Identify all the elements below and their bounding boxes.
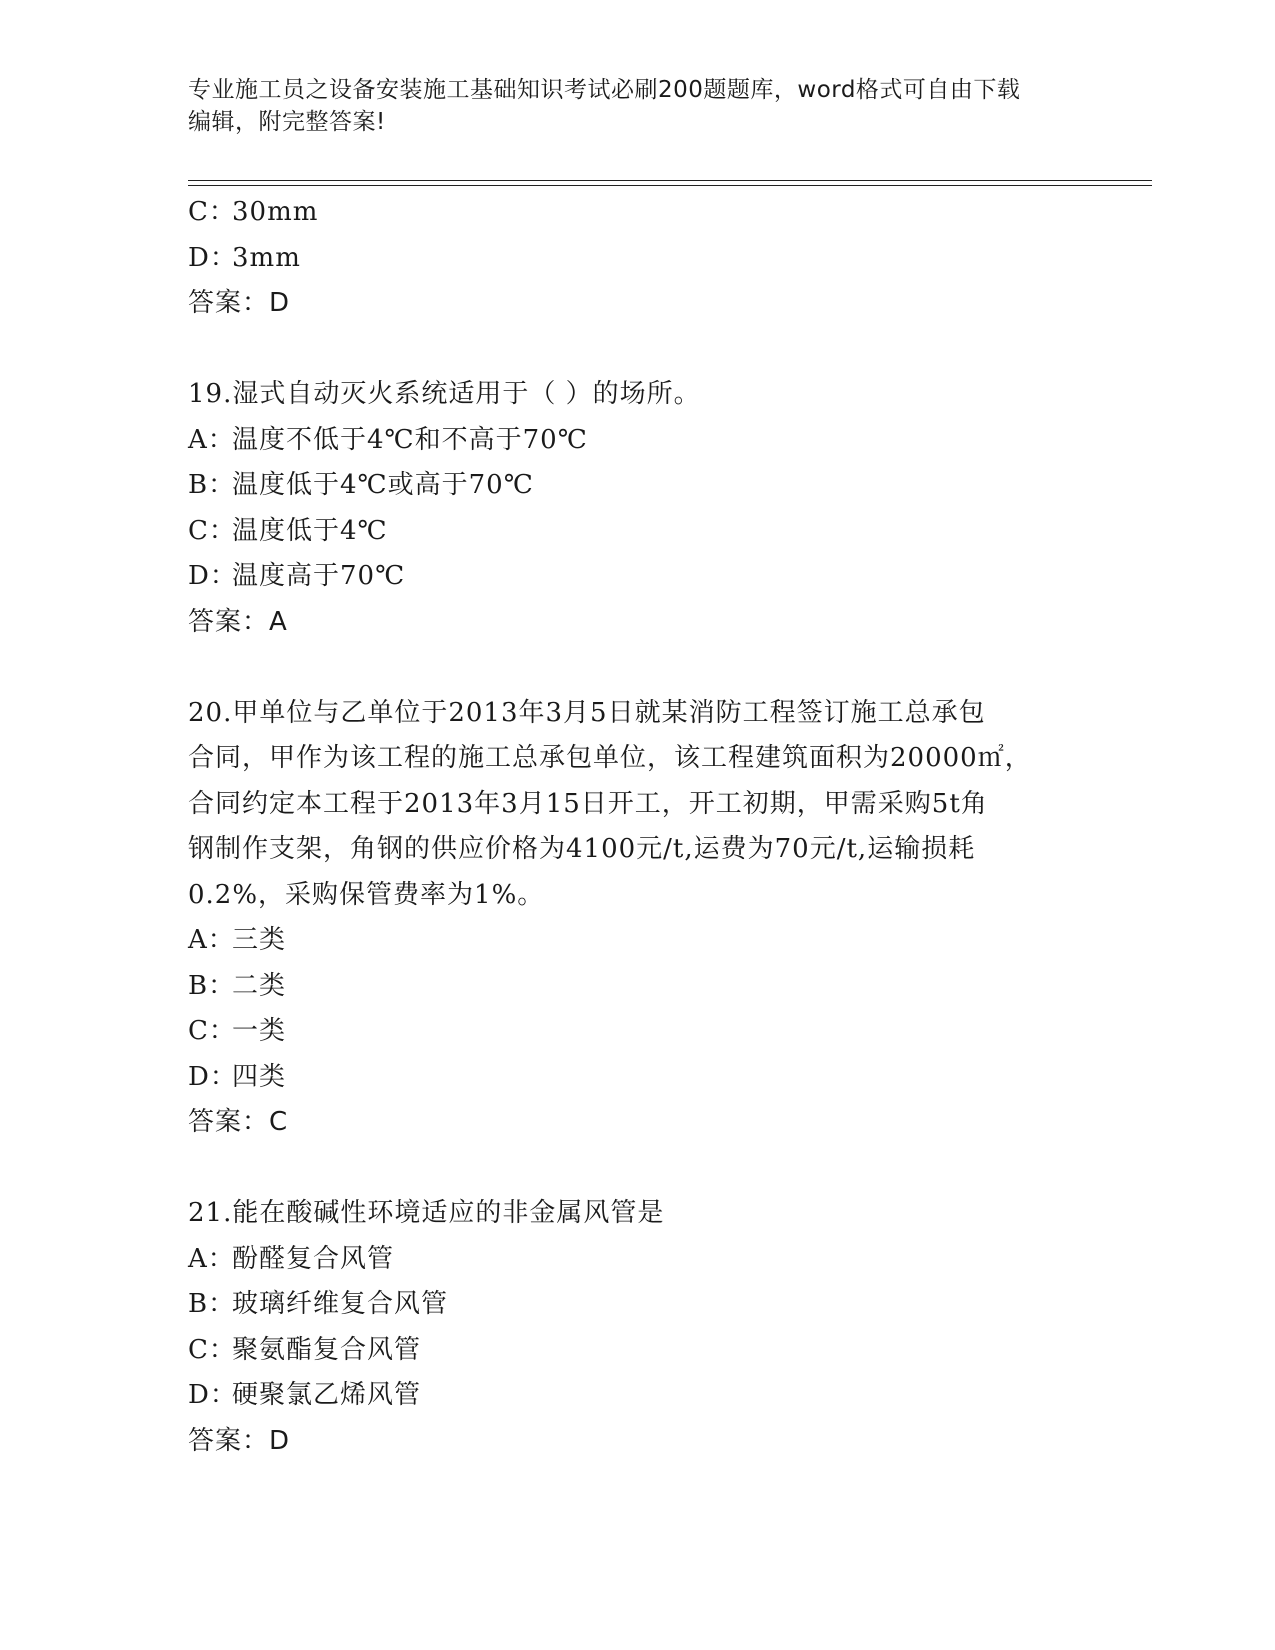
question-text: 21.能在酸碱性环境适应的非金属风管是 <box>188 1198 665 1228</box>
option-a <box>188 918 1088 964</box>
option-text: 聚氨酯复合风管 <box>232 1334 422 1365</box>
question-18-tail <box>188 190 1088 327</box>
header-divider-top <box>188 180 1152 181</box>
answer-line: 答案：D <box>188 1425 291 1456</box>
question-text: 20.甲单位与乙单位于2013年3月5日就某消防工程签订施工总承包 <box>188 697 986 728</box>
option-d <box>188 554 1088 600</box>
option-text: 硬聚氯乙烯风管 <box>232 1380 422 1410</box>
option-label: C： <box>188 1334 236 1365</box>
option-c <box>188 1328 1088 1374</box>
option-d <box>188 1373 1088 1419</box>
option-c <box>188 1009 1088 1055</box>
option-label: C： <box>188 197 236 227</box>
option-text: 三类 <box>232 925 287 955</box>
option-label: B： <box>188 970 236 1001</box>
option-c <box>188 509 1088 555</box>
question-list <box>188 190 1088 1464</box>
option-text: 温度不低于4℃和不高于70℃ <box>232 424 588 455</box>
question-text: 合同约定本工程于2013年3月15日开工，开工初期，甲需采购5t角 <box>188 788 988 819</box>
spacer <box>188 1146 1088 1192</box>
document-header <box>188 74 1088 138</box>
question-19 <box>188 372 1088 645</box>
option-b <box>188 964 1088 1010</box>
option-text: 四类 <box>232 1061 287 1092</box>
option-label: A： <box>188 424 235 455</box>
option-text: 玻璃纤维复合风管 <box>232 1289 449 1319</box>
option-label: D： <box>188 561 237 591</box>
option-label: B： <box>188 1289 236 1319</box>
option-label: A： <box>188 1243 235 1274</box>
option-text: 酚醛复合风管 <box>232 1243 395 1274</box>
option-text: 一类 <box>232 1016 287 1046</box>
option-label: D： <box>188 1061 237 1092</box>
answer-line: 答案：C <box>188 1107 289 1137</box>
spacer <box>188 327 1088 373</box>
question-20 <box>188 691 1088 1146</box>
option-a <box>188 418 1088 464</box>
option-text: 30mm <box>232 197 319 227</box>
option-c <box>188 190 1088 236</box>
question-text: 钢制作支架，角钢的供应价格为4100元/t,运费为70元/t,运输损耗 <box>188 834 976 864</box>
option-label: B： <box>188 470 236 500</box>
option-text: 二类 <box>232 970 287 1001</box>
answer-line: 答案：D <box>188 288 291 318</box>
option-b <box>188 1282 1088 1328</box>
option-text: 3mm <box>232 242 301 273</box>
option-label: C： <box>188 515 236 546</box>
option-label: C： <box>188 1016 236 1046</box>
option-label: D： <box>188 1380 237 1410</box>
option-b <box>188 463 1088 509</box>
header-line-1: 专业施工员之设备安装施工基础知识考试必刷200题题库，word格式可自由下载 <box>188 77 1021 103</box>
question-21 <box>188 1191 1088 1464</box>
answer-line: 答案：A <box>188 606 288 637</box>
option-a <box>188 1237 1088 1283</box>
option-d <box>188 236 1088 282</box>
option-label: D： <box>188 242 237 273</box>
question-text: 合同，甲作为该工程的施工总承包单位，该工程建筑面积为20000㎡， <box>188 743 1032 773</box>
spacer <box>188 645 1088 691</box>
header-line-2: 编辑，附完整答案! <box>188 109 386 135</box>
option-text: 温度高于70℃ <box>232 561 406 591</box>
option-label: A： <box>188 925 235 955</box>
question-text: 0.2%，采购保管费率为1%。 <box>188 879 545 910</box>
option-text: 温度低于4℃ <box>232 515 388 546</box>
option-text: 温度低于4℃或高于70℃ <box>232 470 534 500</box>
header-divider-bottom <box>188 185 1152 186</box>
question-text: 19.湿式自动灭火系统适用于（ ）的场所。 <box>188 379 701 409</box>
option-d <box>188 1055 1088 1101</box>
